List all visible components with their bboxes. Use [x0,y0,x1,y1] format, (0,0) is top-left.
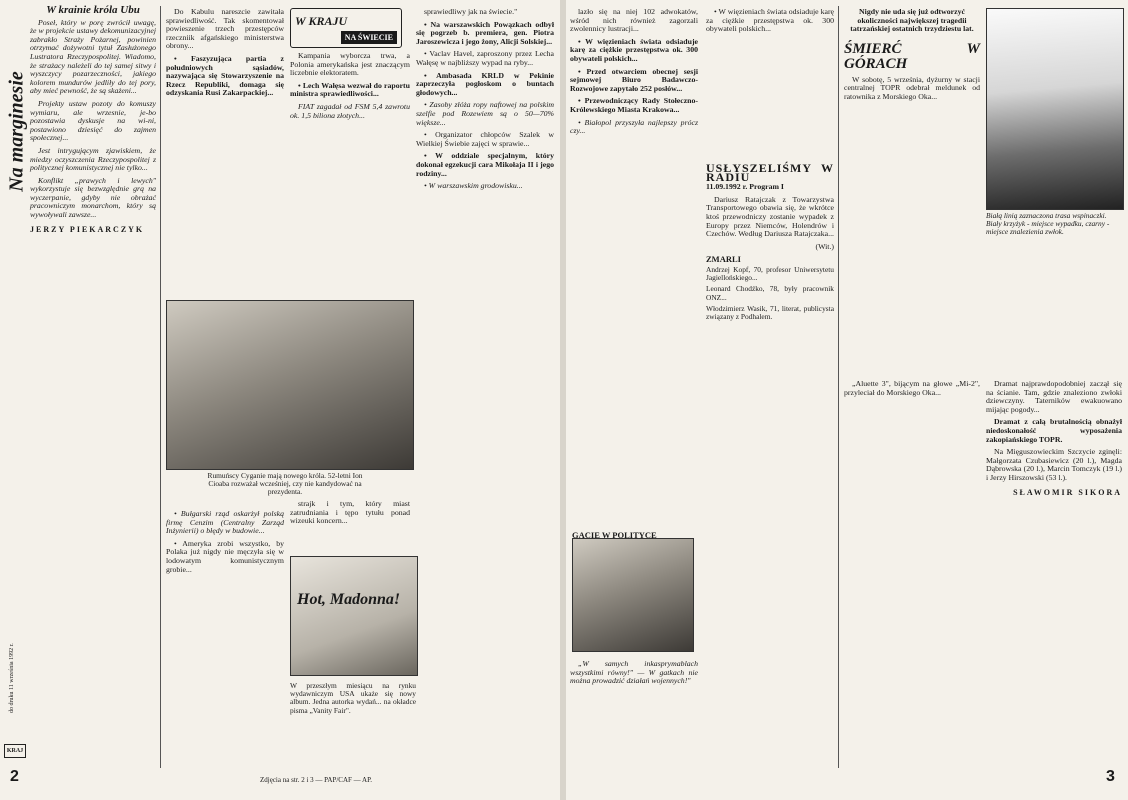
news-item: strajk i tym, który miast zatrudniania i tępo tytułu ponad wizeuki koncern... [290,499,410,526]
article-title: W krainie króla Ubu [46,4,140,16]
news-item: FIAT zagadał od FSM 5,4 zawrotu ok. 1,5 biliona złotych... [290,101,410,120]
print-info: do druku 11 września 1992 r. [9,643,15,713]
obituary: Leonard Chodźko, 78, były pracownik ONZ... [706,284,834,302]
news-item: • Faszyzująca partia z południowych sąsiadów, nazywająca się Stowarzyszenie na Rzecz Republiki, domaga się odzyskania Rusi Zakarpackiej... [166,53,284,98]
news-item: • Bułgarski rząd oskarżył polską firmę Cenzim (Centralny Zarząd Inżynierii) o błędy w budowie... [166,509,284,536]
paragraph: Projekty ustaw pozoty do komuszy wymiaru, ale wrzesnie, je-bo pozostawia dyskusje na wi-ni, postawiono dziesięć do zajmen społecznej... [30,98,156,143]
page-number: 3 [1106,768,1115,785]
paragraph: Konflikt „prawych i lewych" wykorzystuje się bezwzględnie grą na wyczerpanie, gdyby nie obrażać pracowniczym monarchom, który są wywoływali zawsze... [30,175,156,220]
news-column-4 [416,8,554,195]
news-column-r4 [986,380,1122,497]
madonna-cover-title: Hot, Madonna! [297,591,401,608]
radio-section [706,160,834,324]
news-column-2 [166,8,284,102]
obituary: Andrzej Kopf, 70, profesor Uniwersytetu Jagiellońskiego... [706,264,834,283]
radio-title: USŁYSZELIŚMY W RADIU [706,161,834,184]
news-item: • Na warszawskich Powązkach odbył się pogrzeb b. premiera, gen. Piotra Jaroszewicza i jego żony, Alicji Solskiej... [416,19,554,46]
obituary: Włodzimierz Wasik, 71, literat, publicysta związany z Podhalem. [706,303,834,321]
paragraph: Dramat z całą brutalnością obnażył niedoskonałość wyposażenia zakopiańskiego TOPR. [986,417,1122,444]
column-divider [160,6,161,768]
author: SŁAWOMIR SIKORA [1013,487,1122,497]
news-column-r2 [706,8,834,38]
news-item: • W oddziale specjalnym, który dokonał egzekucji cara Mikołaja II i jego rodziny... [416,151,554,178]
news-item: • Lech Wałęsa wezwał do raportu ministra sprawiedliwości... [290,80,410,99]
news-item: Do Kabulu nareszcie zawitała sprawiedliwość. Tak skomentował powieszenie trzech przestępców rzeczniik afgańskiego ministerstwa obrony... [166,7,284,51]
paragraph: „Aluette 3", bijącym na głowe „Mi-2", przyleciał do Morskiego Oka... [844,379,980,397]
photo-gacie [572,538,694,652]
photo-mountain [986,8,1124,210]
paragraph: Na Mięguszowieckim Szczycie zginęli: Małgorzata Czubasiewicz (20 l.), Magda Dąbrowska (20 l.), Marcin Tomczyk (19 l.) i Jerzy Hirszowski (53 l.). [986,447,1122,482]
news-item: • Vaclav Havel, zaproszony przez Lecha Wałęsę w najbliższy wypad na ryby... [416,49,554,67]
page-number: 2 [10,768,19,785]
news-item: • Przed otwarciem obecnej sesji sejmowej Biuro Badawczo-Rozwojowe zapytało 252 posłów... [570,66,698,93]
author: JERZY PIEKARCZYK [30,224,145,234]
signature: (Wit.) [815,241,834,251]
quote: „W samych inkasprymablach wszystkimi równy!" — W gatkach nie można prowadzić działań wojennych!" [570,659,698,686]
magazine-logo: KRAJ [4,744,26,758]
zmarli-title: ZMARLI [706,254,741,265]
radio-date: 11.09.1992 r. Program I [706,182,784,192]
left-page [0,0,560,800]
paragraph: Dramat najprawdopodobniej zaczął się na ścianie. Tam, gdzie znaleziono zwłoki dziewczyny. Taterników ewakuowano mijając pogody... [986,379,1122,414]
news-item: • Ameryka zrobi wszystko, by Polaka już nigdy nie męczyła się w lodowatym komunistycznym grobie... [166,538,284,574]
news-item: • Białopol przyszyła najlepszy prócz czy... [570,117,698,136]
news-item: • W warszawskim grodowisku... [424,181,523,191]
news-column-3 [290,52,410,124]
news-item: • W więzieniach świata odsiaduje karę za ciężkie przestępstwa ok. 300 obywateli polskich... [706,7,834,34]
news-item: • Przewodniczący Rady Stołeczno-Królewskiego Miasta Krakowa... [570,96,698,114]
photo-gypsy-king [166,300,414,470]
paragraph: Jest intrygującym zjawiskiem, że miedzy oczyszczenia Rzeczypospolitej z politycznej komunistycznej nie tylko... [30,145,156,173]
photo-caption: W przeszłym miesiącu na rynku wydawniczym USA ukaże się nowy album. Jedna autorka wydań... na okładce pisma „Vanity Fair". [290,681,416,715]
news-column-3-bottom [290,500,410,530]
news-item: • W więzieniach świata odsiaduje karę za ciężkie przestępstwa ok. 300 obywateli polskich... [570,36,698,63]
news-item: sprawiedliwy jak na świecie." [424,7,518,16]
news-item: • Ambasada KRLD w Pekinie zaprzeczyła pogłoskom o buntach głodowych... [416,70,554,97]
margin-label: Na marginesie [5,71,28,192]
article-lead: Nigdy nie uda się już odtworzyć okoliczności największej tragedii tatrzańskiej ostatnich trzydziestu lat. [850,7,974,34]
section-banner [290,8,402,48]
news-item: • Zasoby złóża ropy naftowej na polskim szelfie pod Rozewiem są o 50—70% większe... [416,100,554,127]
radio-text: Dariusz Ratajczak z Towarzystwa Transportowego obawia się, że wkrótce ktoś przewodniczy zostanie wypadek z Europy przez Niemców, Holendrów i Czechów. Według Dariusza Ratajczaka... [706,194,834,239]
column-divider [838,6,839,768]
photo-madonna-cover [290,556,418,676]
right-page [566,0,1128,800]
photo-caption: Białą linią zaznaczona trasa wspinaczki. Biały krzyżyk - miejsce wypadku, czarny - miejsce znalezienia zwłok. [986,211,1110,237]
gacie-quote [570,660,698,690]
paragraph: Poseł, który w porę zwrócił uwagę, że w projekcie ustawy dekomunizacyjnej zabrakło Straży Pożarnej, powinien otrzymać dożywotni tytuł Zasłużonego Lustratora Rzeczypospolitej. Wiadomo, że strażacy należeli do tej samej sitwy i wyszczycy pozarzeczności, jakiego kolorem mundurów jedliły do tej pory, aby mieć pewność, że są skażeni... [30,17,156,96]
paragraph: W sobotę, 5 września, dyżurny w stacji centralnej TOPR odebrał meldunek od ratownika z Morskiego Oka... [844,74,980,101]
photo-caption: Rumuńscy Cyganie mają nowego króla. 52-letni Ion Cioaba rozważał wcześniej, czy nie kandydować na prezydenta. [207,471,363,497]
article-smierc [844,8,980,106]
news-column-2-bottom [166,510,284,578]
news-column-r1 [570,8,698,140]
article-smierc-cont [844,380,980,401]
obituaries [706,266,834,321]
banner-main: W KRAJU [295,14,348,28]
news-item: • Organizator chłopców Szalek w Wielkiej Świebie zajęci w sprawie... [416,130,554,148]
banner-sub: NA ŚWIECIE [341,31,397,44]
article-ubu [30,6,156,234]
photo-credits: Zdjęcia na str. 2 i 3 — PAP/CAF — AP. [260,776,372,784]
article-title: ŚMIERĆ W GÓRACH [844,40,980,72]
gacie-title: GACIE W POLITYCE [572,530,657,540]
news-item: Kampania wyborcza trwa, a Polonia amerykańska jest znaczącym liczebnie elektoratem. [290,51,410,78]
news-item: lazło się na niej 102 adwokatów, wśród nich również zagorzali zwolennicy lustracji... [570,7,698,34]
